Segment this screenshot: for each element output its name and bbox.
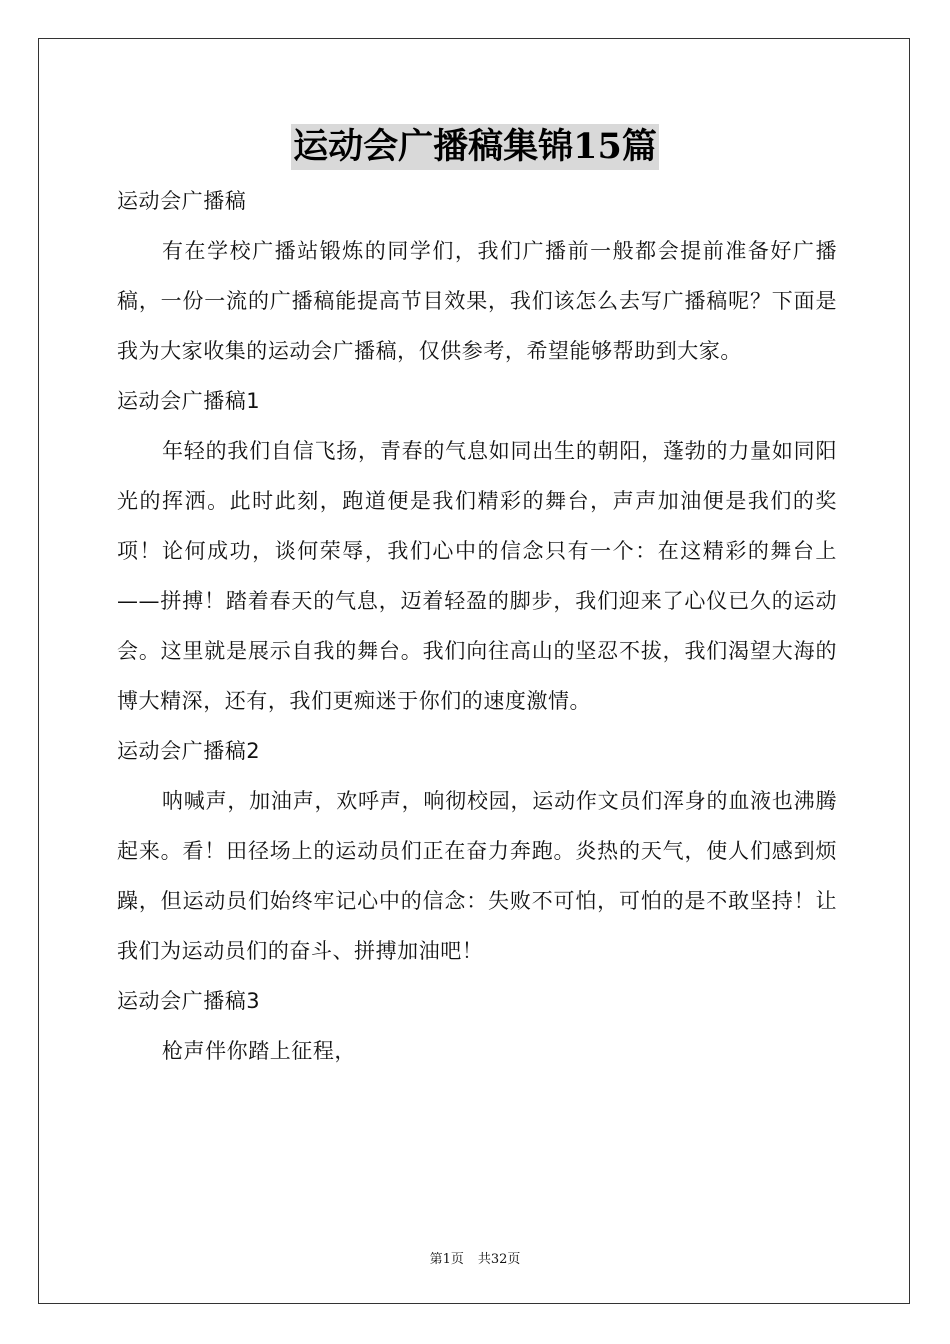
section-paragraph: 呐喊声，加油声，欢呼声，响彻校园，运动作文员们浑身的血液也沸腾起来。看！田径场上的运动员们正在奋力奔跑。炎热的天气，使人们感到烦躁，但运动员们始终牢记心中的信念：失败不可怕，可怕的是不敢坚持！让我们为运动员们的奋斗、拼搏加油吧！ bbox=[117, 789, 837, 963]
section-heading: 运动会广播稿3 bbox=[117, 989, 261, 1013]
page-total: 共32页 bbox=[477, 1252, 521, 1267]
section-paragraph: 有在学校广播站锻炼的同学们，我们广播前一般都会提前准备好广播稿，一份一流的广播稿能提高节目效果，我们该怎么去写广播稿呢？下面是我为大家收集的运动会广播稿，仅供参考，希望能够帮助到大家。 bbox=[117, 239, 837, 363]
document-title: 运动会广播稿集锦15篇 bbox=[291, 124, 659, 170]
section-paragraph: 枪声伴你踏上征程， bbox=[162, 1039, 356, 1063]
section-heading: 运动会广播稿 bbox=[117, 189, 247, 213]
page-number: 第1页 bbox=[429, 1252, 464, 1267]
document-body bbox=[117, 176, 837, 1076]
title-container bbox=[0, 124, 950, 170]
section-heading: 运动会广播稿2 bbox=[117, 739, 261, 763]
section-heading: 运动会广播稿1 bbox=[117, 389, 261, 413]
page-footer bbox=[0, 1248, 950, 1267]
section-paragraph: 年轻的我们自信飞扬，青春的气息如同出生的朝阳，蓬勃的力量如同阳光的挥洒。此时此刻，跑道便是我们精彩的舞台，声声加油便是我们的奖项！论何成功，谈何荣辱，我们心中的信念只有一个：在这精彩的舞台上——拼搏！踏着春天的气息，迈着轻盈的脚步，我们迎来了心仪已久的运动会。这里就是展示自我的舞台。我们向往高山的坚忍不拔，我们渴望大海的博大精深，还有，我们更痴迷于你们的速度激情。 bbox=[117, 439, 837, 713]
